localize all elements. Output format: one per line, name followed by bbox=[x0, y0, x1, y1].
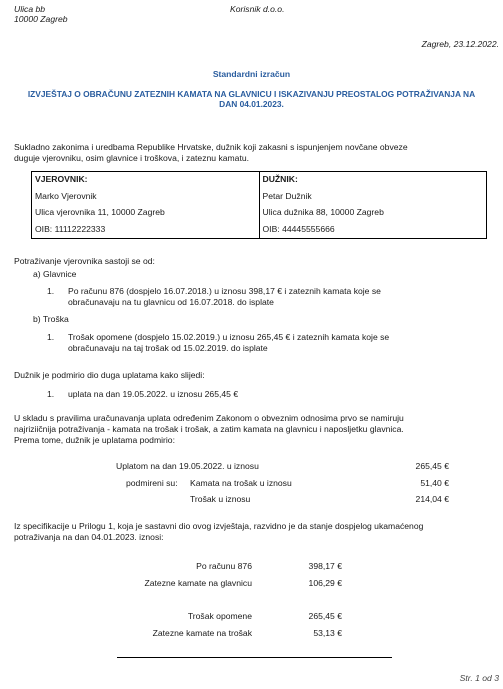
report-title-line1: IZVJEŠTAJ O OBRAČUNU ZATEZNIH KAMATA NA GLAVNICU I ISKAZIVANJU PREOSTALOG POTRAŽIVANJA NA bbox=[27, 89, 476, 99]
allocation-row3-label: Trošak u iznosu bbox=[190, 494, 251, 504]
creditor-name: Marko Vjerovnik bbox=[35, 190, 97, 201]
spec-row2-value: 106,29 € bbox=[308, 578, 342, 588]
spec-line2: potraživanja na dan 04.01.2023. iznosi: bbox=[14, 532, 164, 542]
spec-row3-label: Trošak opomene bbox=[187, 611, 252, 621]
place-date: Zagreb, 23.12.2022. bbox=[421, 39, 499, 49]
claims-a-label: a) Glavnice bbox=[33, 269, 77, 279]
spec-line1: Iz specifikacije u Prilogu 1, koja je sastavni dio ovog izvještaja, razvidno je da stanje dospjelog ukamaćenog bbox=[14, 521, 424, 531]
claims-b-number: 1. bbox=[47, 332, 55, 342]
allocation-row1-value: 265,45 € bbox=[415, 461, 449, 471]
creditor-cell bbox=[32, 172, 259, 238]
intro-line1: Sukladno zakonima i uredbama Republike Hrvatske, dužnik koji zakasni s ispunjenjem novčane obveze bbox=[14, 142, 408, 152]
parties-table bbox=[31, 171, 487, 239]
page-number: Str. 1 od 3 bbox=[459, 673, 499, 683]
spec-row4-value: 53,13 € bbox=[313, 628, 342, 638]
allocation-line1: U skladu s pravilima uračunavanja uplata određenim Zakonom o obveznim odnosima prvo se namiruju bbox=[14, 413, 404, 423]
allocation-row2-label-a: podmireni su: bbox=[126, 478, 178, 488]
subtitle: Standardni izračun bbox=[212, 69, 291, 79]
allocation-row3-value: 214,04 € bbox=[415, 494, 449, 504]
claims-b-line1: Trošak opomene (dospjelo 15.02.2019.) u iznosu 265,45 € i zateznih kamata koje se bbox=[68, 332, 390, 342]
debtor-heading: DUŽNIK: bbox=[262, 174, 298, 184]
spec-row4-label: Zatezne kamate na trošak bbox=[152, 628, 252, 638]
allocation-row1-label: Uplatom na dan 19.05.2022. u iznosu bbox=[116, 461, 259, 471]
claims-a-line1: Po računu 876 (dospjelo 16.07.2018.) u iznosu 398,17 € i zateznih kamata koje se bbox=[68, 286, 381, 296]
claims-b-line2: obračunavaju na taj trošak od 15.02.2019. do isplate bbox=[68, 343, 268, 353]
claims-a-line2: obračunavaju na tu glavnicu od 16.07.2018. do isplate bbox=[68, 297, 274, 307]
intro-line2: duguje vjerovniku, osim glavnice i troškova, i zateznu kamatu. bbox=[14, 153, 250, 163]
claims-intro: Potraživanje vjerovnika sastoji se od: bbox=[14, 256, 155, 266]
spec-row1-value: 398,17 € bbox=[308, 561, 342, 571]
spec-row1-label: Po računu 876 bbox=[196, 561, 252, 571]
claims-b-label: b) Troška bbox=[33, 314, 69, 324]
allocation-line2: najriziičnija potraživanja - kamata na trošak i trošak, a zatim kamata na glavnicu i naposljetku glavnica. bbox=[14, 424, 404, 434]
allocation-line3: Prema tome, dužnik je uplatama podmirio: bbox=[14, 435, 175, 445]
creditor-heading: VJEROVNIK: bbox=[35, 174, 88, 184]
creditor-address: Ulica vjerovnika 11, 10000 Zagreb bbox=[35, 207, 165, 218]
sender-address-line2: 10000 Zagreb bbox=[14, 14, 68, 24]
spec-row3-value: 265,45 € bbox=[308, 611, 342, 621]
debtor-address: Ulica dužnika 88, 10000 Zagreb bbox=[262, 207, 384, 218]
debtor-cell bbox=[259, 172, 487, 238]
report-title-line2: DAN 04.01.2023. bbox=[219, 99, 284, 109]
signature-divider bbox=[117, 657, 392, 658]
debtor-name: Petar Dužnik bbox=[262, 190, 312, 201]
allocation-row2-label-b: Kamata na trošak u iznosu bbox=[190, 478, 292, 488]
sender-address-line1: Ulica bb bbox=[14, 4, 46, 14]
payment-number: 1. bbox=[47, 389, 55, 399]
creditor-oib: OIB: 11112222333 bbox=[35, 224, 106, 235]
spec-row2-label: Zatezne kamate na glavnicu bbox=[144, 578, 252, 588]
company-name: Korisnik d.o.o. bbox=[230, 4, 285, 14]
payment-text: uplata na dan 19.05.2022. u iznosu 265,45 € bbox=[68, 389, 239, 399]
debtor-oib: OIB: 44445555666 bbox=[262, 224, 335, 235]
allocation-row2-value: 51,40 € bbox=[420, 478, 449, 488]
payment-intro: Dužnik je podmirio dio duga uplatama kako slijedi: bbox=[14, 370, 205, 380]
claims-a-number: 1. bbox=[47, 286, 55, 296]
